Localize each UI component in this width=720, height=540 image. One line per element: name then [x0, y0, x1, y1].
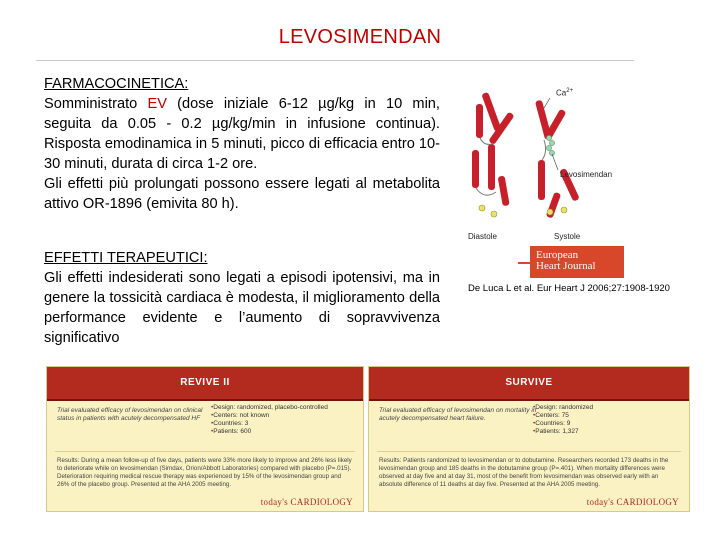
revive-ii-results: Results: During a mean follow-up of five days, patients were 33% more likely to improve and 26% less likely to deteriorate while on levosimendan (Simdax, Orion/Abbott Laboratories) compared with placebo (P=.015). Deterioration requiring medical rescue therapy was experienced by 15% of the levosimendan group and 26% of the placebo group. Presented at the AHA 2005 meeting.: [57, 457, 352, 488]
systole-caption: Systole: [554, 232, 581, 241]
therapeutic-effects-heading: EFFETTI TERAPEUTICI:: [44, 250, 208, 266]
therapeutic-effects-section: [44, 248, 440, 348]
calcium-ion: [561, 207, 567, 213]
revive-ii-trial: Trial evaluated efficacy of levosimendan on clinical status in patients with acutely decompensated HF: [57, 407, 203, 422]
revive-ii-specs: [211, 404, 351, 436]
spec-item: • Countries: 9: [533, 420, 673, 428]
journal-logo-line2: Heart Journal: [536, 260, 596, 272]
helix-9: [538, 160, 545, 200]
diastole-caption: Diastole: [468, 232, 497, 241]
therapeutic-effects-paragraph: Gli effetti indesiderati sono legati a episodi ipotensivi, ma in genere la tossicità cardiaca è modesta, il miglioramento della performance evidente e l’aumento di sopravvivenza significativo: [44, 270, 440, 346]
todays-cardiology-logo: today's CARDIOLOGY: [260, 497, 353, 507]
survive-specs: [533, 404, 673, 436]
calcium-label: $Ca^{2+}$: [556, 88, 574, 98]
pharmacokinetics-section: [44, 74, 440, 214]
survive-panel: [368, 366, 690, 512]
troponin-structure-figure: [466, 80, 592, 240]
revive-ii-panel: [46, 366, 364, 512]
pharmacokinetics-paragraph: [44, 94, 440, 174]
helix-2: [481, 92, 501, 132]
page-title: LEVOSIMENDAN: [278, 26, 442, 48]
helix-6: [498, 176, 510, 207]
pharmacokinetics-heading: FARMACOCINETICA:: [44, 76, 189, 92]
ca-pointer: [544, 98, 550, 108]
revive-ii-title: REVIVE II: [47, 367, 363, 401]
levosimendan-label: Levosimendan: [560, 170, 613, 179]
figure-citation: De Luca L et al. Eur Heart J 2006;27:1908-1920: [468, 283, 670, 294]
spec-item: • Patients: 600: [211, 428, 351, 436]
spec-item: • Patients: 1,327: [533, 428, 673, 436]
dose-text-post: (dose iniziale 6-12 µg/kg in 10 min, seguita da 0.05 - 0.2 µg/kg/min in infusione continua). Risposta emodinamica in 5 minuti, picco di efficacia entro 10-30 minuti, durata di circa 1-2 ore.: [44, 96, 440, 172]
drug-bead: [546, 135, 551, 140]
calcium-ion: [491, 211, 497, 217]
drug-pointer: [552, 154, 558, 170]
survive-results: Results: Patients randomized to levosimendan or to dobutamine. Researchers recorded 173 deaths in the levosimendan group and 185 deaths in the dobutamine group (P=.401). When mortality differences were observed at day five and at day 31, most of the benefit from levosimendan was observed early with an absolute difference of 11 deaths at day five. Presented at the AHA 2005 meeting.: [379, 457, 669, 488]
title-divider: [36, 60, 634, 61]
survive-trial: Trial evaluated efficacy of levosimendan on mortality in acutely decompensated heart failure.: [379, 407, 537, 422]
helix-1: [476, 104, 483, 138]
helix-4: [472, 150, 479, 188]
spec-item: • Countries: 3: [211, 420, 351, 428]
european-heart-journal-logo: [530, 246, 624, 278]
helix-5: [488, 144, 495, 190]
spec-item: • Design: randomized, placebo-controlled: [211, 404, 351, 412]
ev-highlight: EV: [147, 96, 167, 112]
survive-title: SURVIVE: [369, 367, 689, 401]
spec-item: • Design: randomized: [533, 404, 673, 412]
panel-divider: [55, 451, 355, 452]
drug-bead: [546, 145, 551, 150]
drug-bead: [549, 140, 554, 145]
dose-text-pre: Somministrato: [44, 96, 148, 112]
metabolite-paragraph: Gli effetti più prolungati possono essere legati al metabolita attivo OR-1896 (emivita 80 h).: [44, 176, 440, 212]
spec-item: • Centers: not known: [211, 412, 351, 420]
calcium-ion: [479, 205, 485, 211]
panel-divider: [377, 451, 681, 452]
journal-logo-bar: [518, 262, 530, 264]
backbone-loop-3: [542, 140, 546, 160]
journal-logo-line1: European: [536, 249, 579, 261]
calcium-ion: [547, 209, 553, 215]
todays-cardiology-logo: today's CARDIOLOGY: [586, 497, 679, 507]
spec-item: • Centers: 75: [533, 412, 673, 420]
